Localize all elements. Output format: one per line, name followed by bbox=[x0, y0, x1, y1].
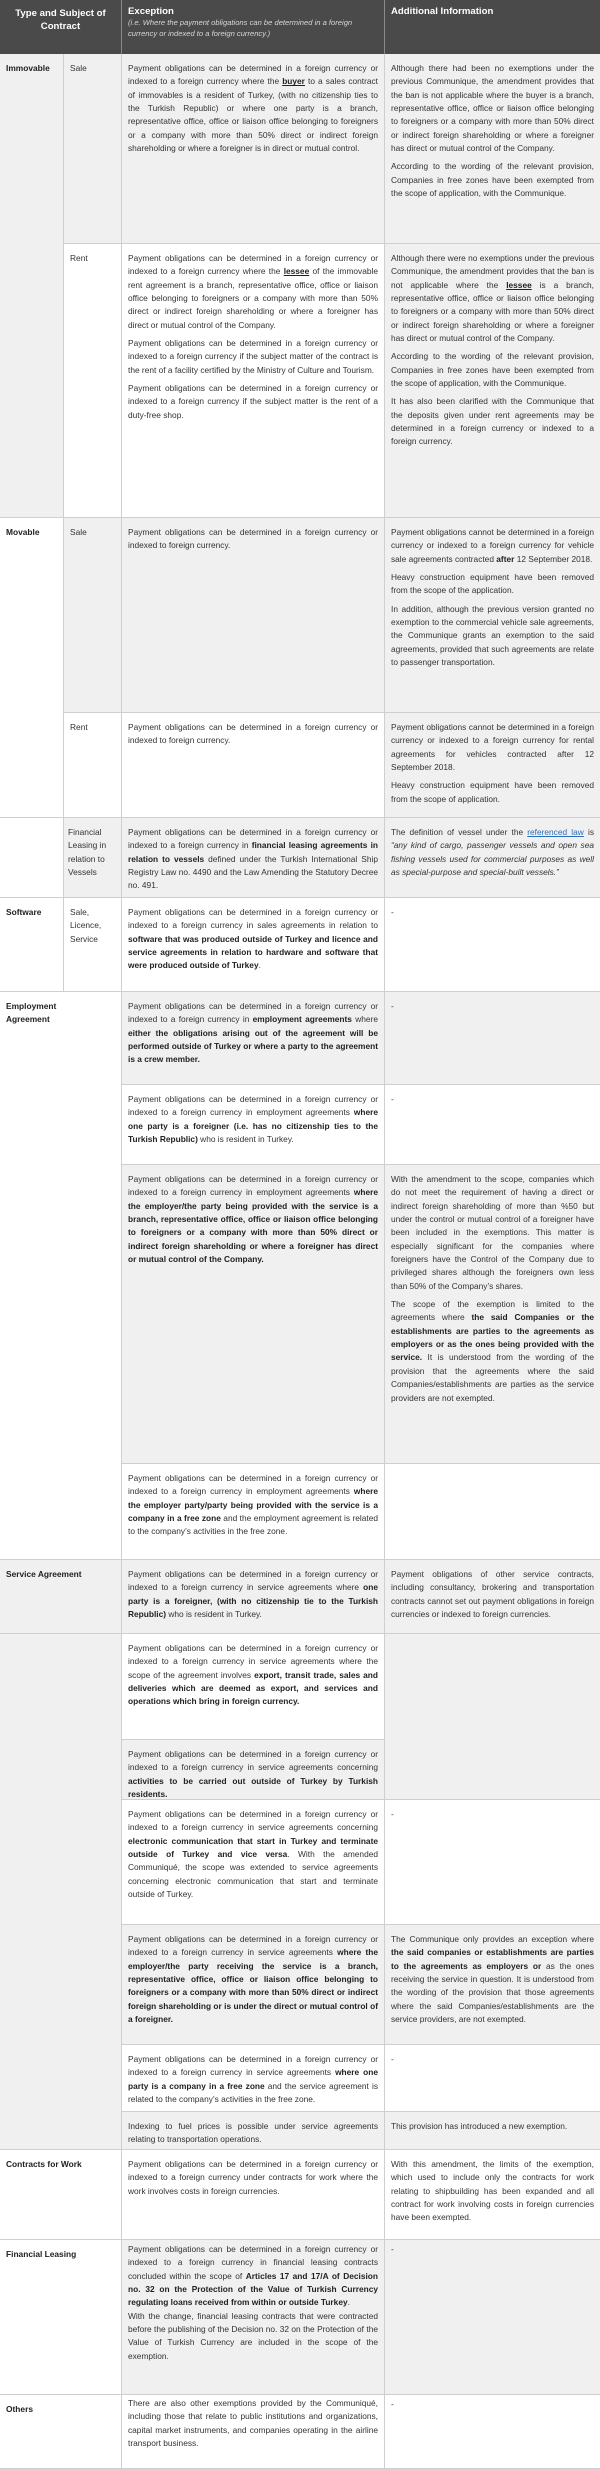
row-type-contracts-for-work bbox=[0, 2150, 122, 2240]
header-type-subject bbox=[0, 0, 122, 54]
exception-employment-4 bbox=[122, 1464, 385, 1560]
info-text: The Communique only provides an exception where the said companies or establishments are parties to the agreements as employers or as the ones receiving the service in question. It is understood from the wording of the provision that those agreements where the said Companies/establishments are the service providers, are not exempted. bbox=[391, 1934, 594, 2025]
exception-service-6 bbox=[122, 2045, 385, 2112]
info-service-1 bbox=[385, 1560, 600, 1634]
info-immovable-sale bbox=[385, 54, 600, 244]
exception-employment-2 bbox=[122, 1085, 385, 1165]
row-type-employment bbox=[0, 992, 122, 1560]
exception-text: Payment obligations can be determined in a foreign currency or indexed to a foreign currency in employment agreements where either the obligations arising out of the agreement will be performed outside of Turkey or where a party to the agreement is a crew member. bbox=[128, 1001, 378, 1065]
exception-immovable-rent bbox=[122, 244, 385, 518]
info-employment-4 bbox=[385, 1464, 600, 1560]
type-label: Service Agreement bbox=[6, 1569, 82, 1579]
subject-movable-rent bbox=[64, 713, 122, 818]
subject-label: Rent bbox=[70, 253, 88, 263]
subject-label: Sale bbox=[70, 527, 87, 537]
info-text: With the amendment to the scope, companies which do not meet the requirement of having a direct or indirect foreign shareholding of more than %50 but under the control or mutual control of a foreigner have been included in the exemptions. This matter is especially significant for the companies where foreigners have the Control of the Company due to privileged shares although the foreigners own less than 50% of the Company’s shares. bbox=[391, 1174, 594, 1291]
header-exception-label: Exception bbox=[128, 6, 174, 17]
exception-employment-1 bbox=[122, 992, 385, 1085]
type-label: Immovable bbox=[6, 63, 50, 73]
exception-text: Payment obligations can be determined in a foreign currency or indexed to a foreign currency in service agreements where one party is a company in a free zone and the service agreement is related to the company’s activities in the free zone. bbox=[128, 2054, 378, 2105]
row-type-movable bbox=[0, 518, 64, 818]
exception-immovable-sale bbox=[122, 54, 385, 244]
info-text: - bbox=[391, 2399, 394, 2409]
exception-text: Payment obligations can be determined in a foreign currency or indexed to a foreign currency if the subject matter of the contract is the rent of a facility certified by the Ministry of Culture and Tourism. bbox=[128, 338, 378, 375]
info-text: - bbox=[391, 2244, 394, 2254]
subject-immovable-rent bbox=[64, 244, 122, 518]
info-text: It has also been clarified with the Communique that the deposits given under rent agreements may be determined in a foreign currency or indexed to a foreign currency. bbox=[391, 396, 594, 447]
exception-text: Payment obligations can be determined in a foreign currency or indexed to a foreign currency in employment agreements where one party is a foreigner (i.e. has no citizenship ties to the Turkish Republic) who is resident in Turkey. bbox=[128, 1094, 378, 1145]
exception-service-4 bbox=[122, 1800, 385, 1925]
info-service-2-3 bbox=[385, 1634, 600, 1800]
row-type-others bbox=[0, 2395, 122, 2469]
info-immovable-rent bbox=[385, 244, 600, 518]
subject-movable-sale bbox=[64, 518, 122, 713]
info-others bbox=[385, 2395, 600, 2469]
header-additional-info-label: Additional Information bbox=[391, 6, 494, 17]
info-movable-rent bbox=[385, 713, 600, 818]
type-label: Others bbox=[6, 2404, 33, 2414]
row-type-service bbox=[0, 1560, 122, 1634]
exception-text: Payment obligations can be determined in a foreign currency or indexed to a foreign currency in financial leasing agreements in relation to vessels defined under the Turkish International Ship Registry Law no. 4490 and the Law Amending the Statutory Decree no. 491. bbox=[128, 827, 378, 891]
row-type-software bbox=[0, 898, 64, 992]
info-service-4 bbox=[385, 1800, 600, 1925]
exception-service-5 bbox=[122, 1925, 385, 2045]
info-financial-leasing bbox=[385, 2240, 600, 2395]
exception-text: Payment obligations can be determined in a foreign currency or indexed to a foreign currency in service agreements where the scope of the agreement involves export, transit trade, sales and deliveries which are deemed as export, and services and operations which bring in foreign currency. bbox=[128, 1643, 378, 1707]
info-text: Payment obligations cannot be determined in a foreign currency or indexed to a foreign currency for rental agreements for vehicles contracted after 12 September 2018. bbox=[391, 722, 594, 773]
exception-service-1 bbox=[122, 1560, 385, 1634]
header-exception bbox=[122, 0, 385, 54]
info-employment-1 bbox=[385, 992, 600, 1085]
subject-software bbox=[64, 898, 122, 992]
header-additional-info bbox=[385, 0, 600, 54]
info-service-7 bbox=[385, 2112, 600, 2150]
referenced-law-link[interactable]: referenced law bbox=[527, 827, 584, 837]
info-text: - bbox=[391, 907, 394, 917]
exception-text: Indexing to fuel prices is possible under service agreements relating to transportation operations. bbox=[128, 2121, 378, 2145]
exception-text: Payment obligations can be determined in a foreign currency or indexed to a foreign currency under contracts for work where the work involves costs in foreign currencies. bbox=[128, 2159, 378, 2196]
info-text: Although there had been no exemptions under the previous Communique, the amendment provides that the ban is not applicable where the buyer is a branch, representative office, office or liaison office belonging to foreigners or a company with more than 50% direct or indirect foreign shareholding or where a foreigner has direct or mutual control of the Company. bbox=[391, 63, 594, 154]
subject-label: Sale bbox=[70, 63, 87, 73]
exception-service-3 bbox=[122, 1740, 385, 1800]
row-type-blank bbox=[0, 818, 64, 898]
exception-text: With the change, financial leasing contracts that were contracted before the publishing of the Decision no. 32 on the Protection of the Value of Turkish Currency are included in the scope of the exemption. bbox=[128, 2310, 378, 2361]
info-software bbox=[385, 898, 600, 992]
info-text: According to the wording of the relevant provision, Companies in free zones have been exempted from the scope of application, with the Communique. bbox=[391, 351, 594, 389]
type-label: Software bbox=[6, 907, 42, 917]
exception-text: Payment obligations can be determined in a foreign currency or indexed to a foreign currency where the lessee of the immovable rent agreement is a branch, representative office, office or liaison office belonging to foreigners or a company with more than 50% direct or indirect foreign shareholding or where a foreigner has direct or mutual control of the Company. bbox=[128, 253, 378, 330]
info-employment-3 bbox=[385, 1165, 600, 1464]
type-label: Employment Agreement bbox=[6, 1001, 57, 1025]
type-label: Contracts for Work bbox=[6, 2159, 82, 2169]
info-text: The scope of the exemption is limited to the agreements where the said Companies or the establishments are parties to the agreements as employers or as the ones being provided with the service. It is understood from the wording of the provision that the agreements where the said Companies/establishments are parties as the service providers are not exempted. bbox=[391, 1299, 594, 1403]
subject-immovable-sale bbox=[64, 54, 122, 244]
subject-label: Sale, Licence, Service bbox=[70, 907, 102, 944]
exception-text: Payment obligations can be determined in a foreign currency or indexed to a foreign currency in employment agreements where the employer/the party being provided with the service is a branch, representative office, office or liaison office belonging to foreigners or a company with more than 50% direct or indirect foreign shareholding or where a foreigner has direct or mutual control of the Company. bbox=[128, 1174, 378, 1265]
subject-label: Financial Leasing in relation to Vessels bbox=[68, 827, 107, 878]
row-type-immovable bbox=[0, 54, 64, 518]
info-service-5 bbox=[385, 1925, 600, 2045]
exception-text: Payment obligations can be determined in a foreign currency or indexed to a foreign currency in service agreements where one party is a foreigner, (with no citizenship tie to the Turkish Republic) who is resident in Turkey. bbox=[128, 1569, 378, 1620]
info-text: Payment obligations cannot be determined in a foreign currency or indexed to a foreign currency for vehicle sale agreements contracted after 12 September 2018. bbox=[391, 527, 594, 564]
exception-employment-3 bbox=[122, 1165, 385, 1464]
row-type-service-cont bbox=[0, 1634, 122, 2150]
type-label: Movable bbox=[6, 527, 40, 537]
info-text: - bbox=[391, 1809, 394, 1819]
subject-label: Rent bbox=[70, 722, 88, 732]
exception-others bbox=[122, 2395, 385, 2469]
info-text: Although there were no exemptions under the previous Communique, the amendment provides that the ban is not applicable where the lessee is a branch, representative office, office or liaison office belonging to foreigners or a company with more than 50% direct or indirect foreign shareholding or where a foreigner has direct or mutual control of the Company. bbox=[391, 253, 594, 344]
exception-financial-leasing bbox=[122, 2240, 385, 2395]
info-text: Heavy construction equipment have been removed from the scope of application. bbox=[391, 780, 594, 804]
header-exception-subtitle: (i.e. Where the payment obligations can be determined in a foreign currency or indexed to a foreign currency.) bbox=[128, 18, 353, 38]
info-vessels bbox=[385, 818, 600, 898]
info-text: With this amendment, the limits of the exemption, which used to include only the contracts for work relating to shipbuilding has been expanded and all contract for work involving costs in foreign currencies have been exempted. bbox=[391, 2159, 594, 2223]
info-text: Heavy construction equipment have been removed from the scope of the application. bbox=[391, 572, 594, 596]
exception-text: Payment obligations can be determined in a foreign currency or indexed to a foreign currency in sales agreements in relation to software that was produced outside of Turkey and licence and service agreements in relation to hardware and software that were produced outside of Turkey. bbox=[128, 907, 378, 971]
exception-text: Payment obligations can be determined in a foreign currency or indexed to a foreign currency in service agreements where the employer/the party receiving the service is a branch, representative office, office or liaison office belonging to foreigners or a company with more than 50% direct or indirect foreign shareholding or is under the direct or mutual control of a foreigner. bbox=[128, 1934, 378, 2025]
exception-text: Payment obligations can be determined in a foreign currency or indexed to a foreign currency in service agreements concerning activities to be carried out outside of Turkey by Turkish residents. bbox=[128, 1749, 378, 1800]
exception-service-2 bbox=[122, 1634, 385, 1740]
exception-text: There are also other exemptions provided by the Communiqué, including those that relate to public institutions and organizations, capital market instruments, and companies operating in the airline transport business. bbox=[128, 2398, 378, 2449]
row-type-financial-leasing bbox=[0, 2240, 122, 2395]
type-label: Financial Leasing bbox=[6, 2249, 77, 2259]
exception-text: Payment obligations can be determined in a foreign currency or indexed to a foreign currency in service agreements concerning electronic communication that start in Turkey and terminate outside of Turkey and vice versa. With the amended Communiqué, the scope was extended to service agreements concerning electronic communication that start and terminate outside of Turkey. bbox=[128, 1809, 378, 1900]
exception-service-7 bbox=[122, 2112, 385, 2150]
exception-movable-sale bbox=[122, 518, 385, 713]
exception-text: Payment obligations can be determined in a foreign currency or indexed to foreign currency. bbox=[128, 527, 378, 551]
exception-text: Payment obligations can be determined in a foreign currency or indexed to a foreign currency in financial leasing contracts concluded within the scope of Articles 17 and 17/A of Decision no. 32 on the Protection of the Value of Turkish Currency regulating loans received from within or outside Turkey. bbox=[128, 2244, 378, 2308]
info-text: - bbox=[391, 1001, 394, 1011]
info-text: The definition of vessel under the referenced law is “any kind of cargo, passenger vessels and open sea fishing vessels used for commercial purposes as well as special-purpose and special-built vessels.” bbox=[391, 827, 595, 878]
info-text: - bbox=[391, 1094, 394, 1104]
exception-software bbox=[122, 898, 385, 992]
exception-vessels bbox=[122, 818, 385, 898]
subject-vessels bbox=[64, 818, 122, 898]
exception-text: Payment obligations can be determined in a foreign currency or indexed to a foreign currency where the buyer to a sales contract of immovables is a resident of Turkey, (with no citizenship ties to the Turkish Republic) or where one party is a branch, representative office, office or liaison office belonging to foreigners or a company with more than 50% direct or indirect foreign shareholding or where a foreigner is in direct or mutual control. bbox=[128, 63, 379, 154]
header-type-subject-label: Type and Subject of Contract bbox=[15, 8, 106, 32]
info-text: - bbox=[391, 2054, 394, 2064]
exception-contracts-for-work bbox=[122, 2150, 385, 2240]
info-text: According to the wording of the relevant provision, Companies in free zones have been exempted from the scope of application, with the Communique. bbox=[391, 161, 594, 199]
info-text: This provision has introduced a new exemption. bbox=[391, 2121, 568, 2131]
info-movable-sale bbox=[385, 518, 600, 713]
info-contracts-for-work bbox=[385, 2150, 600, 2240]
info-text: Payment obligations of other service contracts, including consultancy, brokering and transportation contracts cannot set out payment obligations in foreign currencies or indexed to foreign currencies. bbox=[391, 1569, 594, 1620]
info-service-6 bbox=[385, 2045, 600, 2112]
exception-text: Payment obligations can be determined in a foreign currency or indexed to a foreign currency in employment agreements where the employer party/party being provided with the service is a company in a free zone and the employment agreement is related to the company’s activities in the free zone. bbox=[128, 1473, 378, 1537]
exception-movable-rent bbox=[122, 713, 385, 818]
info-employment-2 bbox=[385, 1085, 600, 1165]
info-text: In addition, although the previous version granted no exemption to the commercial vehicle sale agreements, the Communique grants an exemption to the said agreements, provided that such agreements are relate to passenger transportation. bbox=[391, 603, 594, 668]
exception-text: Payment obligations can be determined in a foreign currency or indexed to a foreign currency if the subject matter is the rent of a duty-free shop. bbox=[128, 383, 378, 420]
exception-text: Payment obligations can be determined in a foreign currency or indexed to foreign currency. bbox=[128, 722, 378, 746]
